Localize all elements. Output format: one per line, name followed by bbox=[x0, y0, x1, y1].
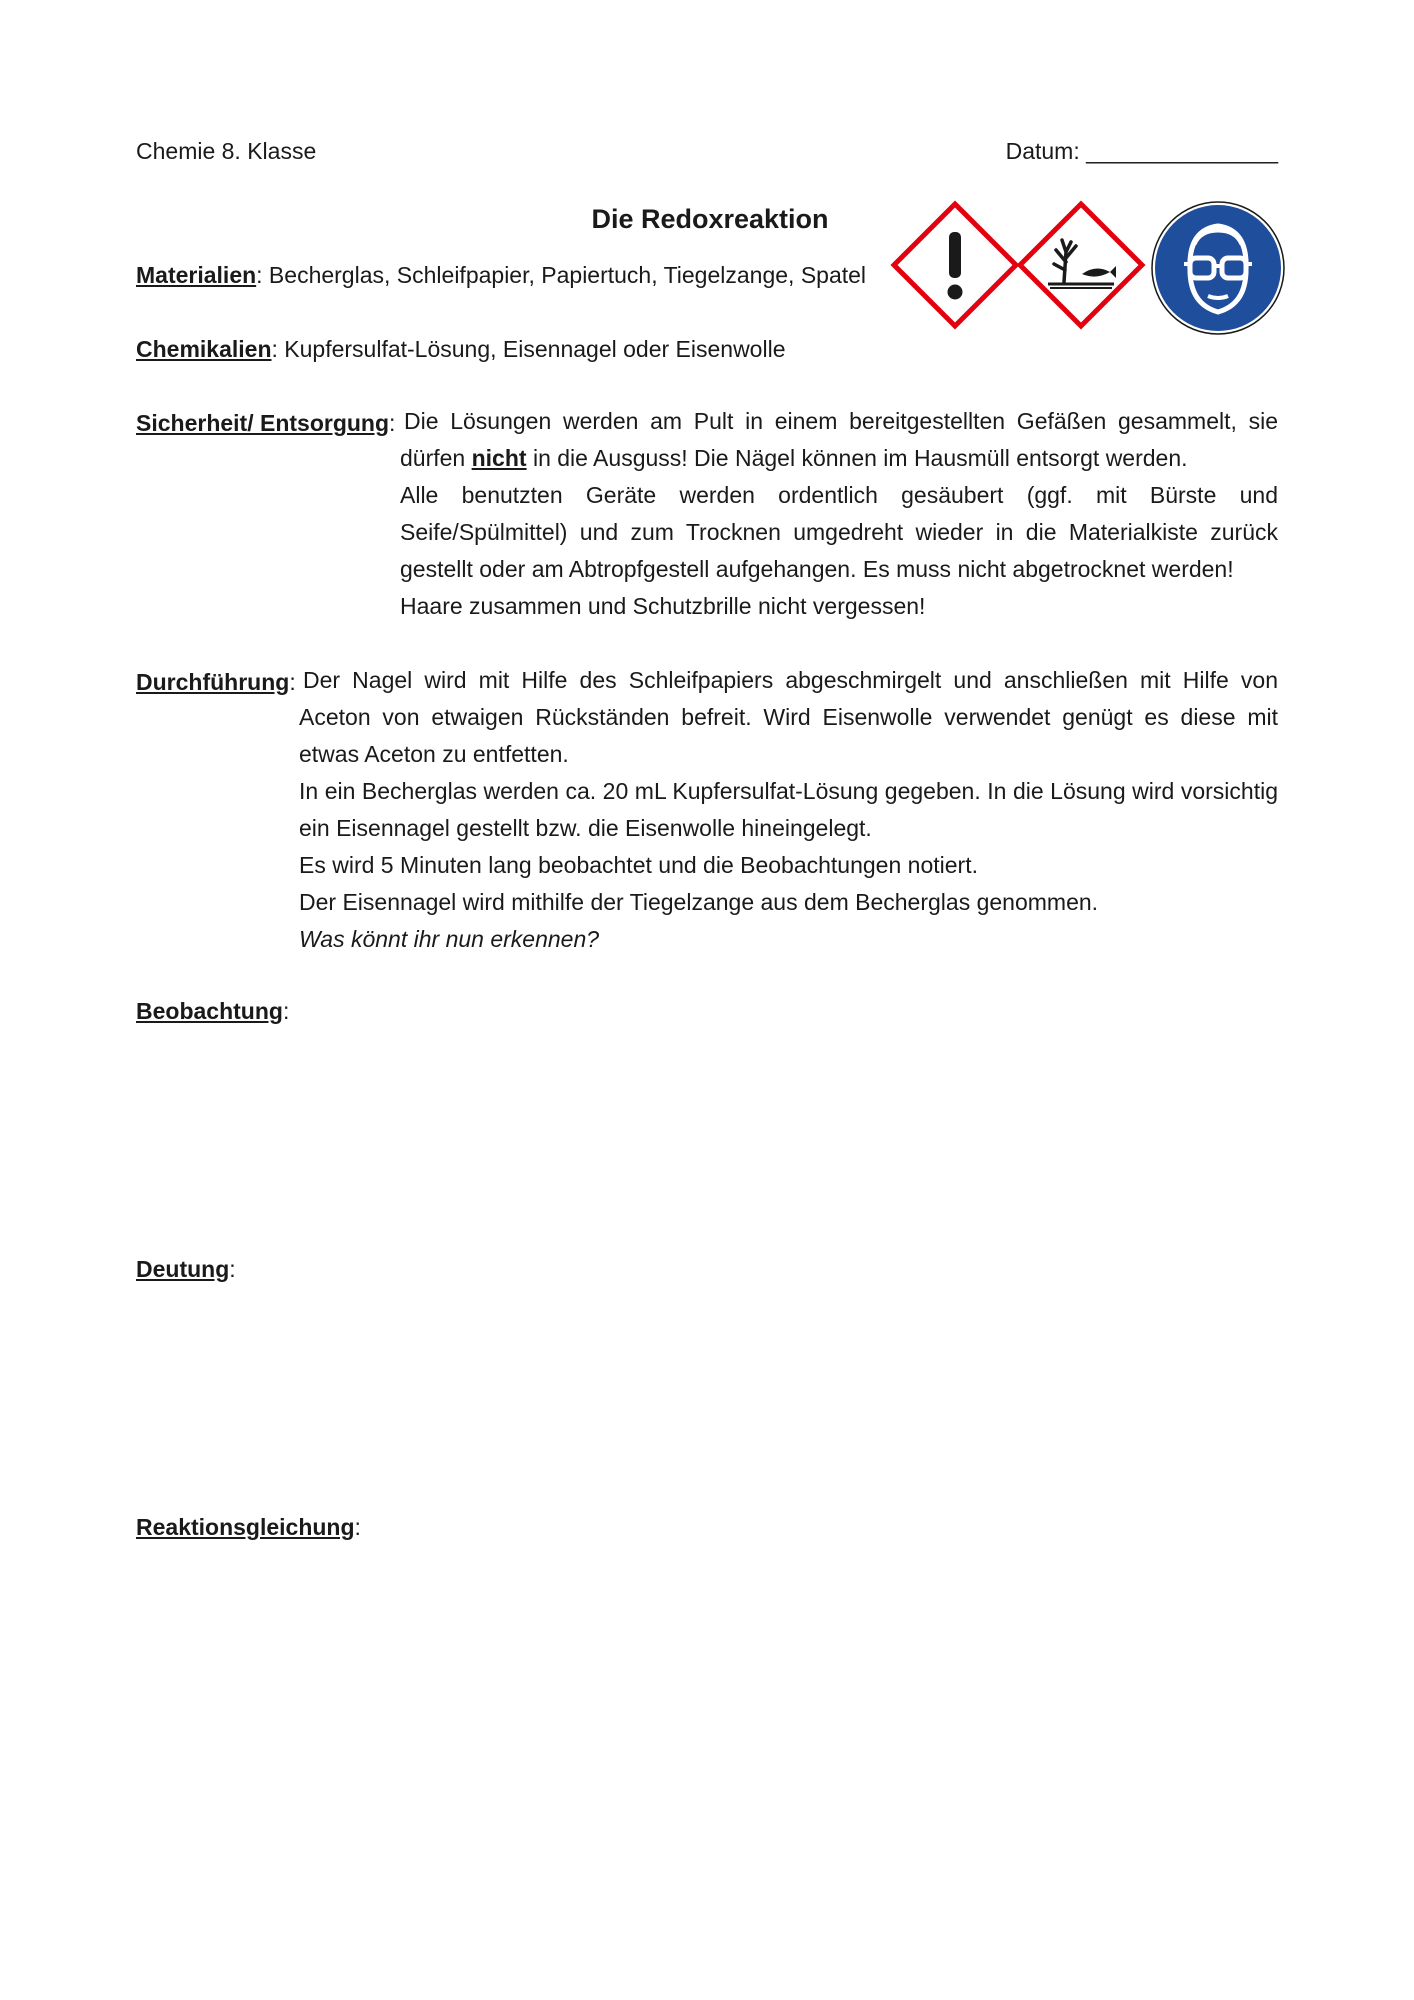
environment-hazard-icon bbox=[1016, 200, 1146, 330]
deutung-label: Deutung bbox=[136, 1256, 230, 1282]
sicherheit-text-line2 bbox=[400, 440, 1278, 477]
sicherheit-text-line1: Die Lösungen werden am Pult in einem bereitgestellten Gefäßen gesammelt, sie bbox=[404, 408, 1278, 434]
sicherheit-emphasis: nicht bbox=[471, 445, 527, 471]
chemikalien-text: Kupfersulfat-Lösung, Eisennagel oder Eisenwolle bbox=[277, 336, 786, 362]
safety-goggles-icon bbox=[1150, 200, 1286, 336]
chemikalien-colon: : bbox=[271, 336, 278, 362]
beobachtung-section bbox=[136, 998, 289, 1025]
page-header bbox=[136, 138, 1278, 170]
sicherheit-line2-post: in die Ausguss! Die Nägel können im Hausmüll entsorgt werden. bbox=[526, 445, 1188, 471]
chemikalien-section bbox=[136, 336, 786, 363]
durchfuehrung-text-para2: In ein Becherglas werden ca. 20 mL Kupfersulfat-Lösung gegeben. In die Lösung wird vorsichtig ein Eisennagel gestellt bzw. die Eisenwolle hineingelegt. bbox=[299, 778, 1278, 841]
materialien-colon: : bbox=[256, 262, 263, 288]
deutung-section bbox=[136, 1256, 236, 1283]
page-title: Die Redoxreaktion bbox=[591, 204, 829, 234]
class-label: Chemie 8. Klasse bbox=[136, 138, 317, 164]
sicherheit-label-row bbox=[136, 410, 395, 437]
sicherheit-line1 bbox=[404, 403, 1278, 440]
date-field bbox=[1006, 138, 1278, 165]
reaktionsgleichung-label: Reaktionsgleichung bbox=[136, 1514, 355, 1540]
reaktionsgleichung-section bbox=[136, 1514, 361, 1541]
durchfuehrung-label: Durchführung bbox=[136, 669, 290, 695]
date-label: Datum: bbox=[1005, 138, 1080, 164]
durchfuehrung-text-para4: Der Eisennagel wird mithilfe der Tiegelzange aus dem Becherglas genommen. bbox=[299, 889, 1099, 915]
deutung-colon: : bbox=[229, 1256, 236, 1282]
chemikalien-label: Chemikalien bbox=[136, 336, 272, 362]
durchfuehrung-colon: : bbox=[289, 669, 296, 695]
beobachtung-colon: : bbox=[282, 998, 290, 1024]
sicherheit-colon: : bbox=[389, 410, 396, 436]
safety-pictograms bbox=[890, 200, 1290, 340]
exclamation-hazard-icon bbox=[890, 200, 1020, 330]
beobachtung-label: Beobachtung bbox=[136, 998, 283, 1024]
durchfuehrung-text-para1: Aceton von etwaigen Rückständen befreit. Wird Eisenwolle verwendet genügt es diese mit etwas Aceton zu entfetten. bbox=[299, 704, 1278, 767]
durchfuehrung-label-row bbox=[136, 669, 296, 696]
reaktionsgleichung-colon: : bbox=[354, 1514, 361, 1540]
sicherheit-line2-pre: dürfen bbox=[400, 445, 472, 471]
durchfuehrung-text-para3: Es wird 5 Minuten lang beobachtet und die Beobachtungen notiert. bbox=[299, 852, 978, 878]
durchfuehrung-line1 bbox=[303, 662, 1278, 699]
sicherheit-label: Sicherheit/ Entsorgung bbox=[136, 410, 390, 436]
materialien-text: Becherglas, Schleifpapier, Papiertuch, Tiegelzange, Spatel bbox=[262, 262, 867, 288]
sicherheit-text-para3: Haare zusammen und Schutzbrille nicht vergessen! bbox=[400, 593, 926, 619]
durchfuehrung-question: Was könnt ihr nun erkennen? bbox=[299, 926, 600, 952]
materialien-label: Materialien bbox=[136, 262, 257, 288]
durchfuehrung-body bbox=[299, 699, 1278, 958]
sicherheit-body bbox=[400, 440, 1278, 625]
sicherheit-text-para2: Alle benutzten Geräte werden ordentlich gesäubert (ggf. mit Bürste und Seife/Spülmittel) und zum Trocknen umgedreht wieder in die Materialkiste zurück gestellt oder am Abtropfgestell aufgehangen. Es muss nicht abgetrocknet werden! bbox=[400, 482, 1278, 582]
materialien-section bbox=[136, 262, 866, 289]
durchfuehrung-text-line1: Der Nagel wird mit Hilfe des Schleifpapiers abgeschmirgelt und anschließen mit Hilfe von bbox=[303, 667, 1278, 693]
date-blank: _______________ bbox=[1086, 138, 1278, 164]
